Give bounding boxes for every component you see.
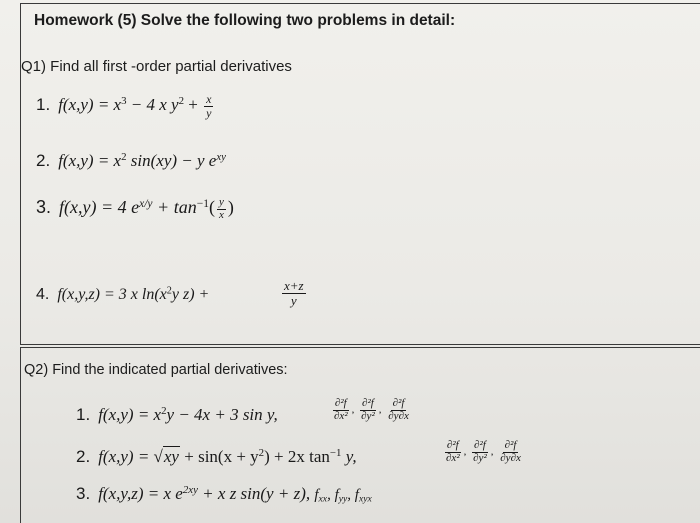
q1-label: Q1) Find all first -order partial derivatives [21, 58, 292, 75]
q1-item-1-number: 1. [36, 95, 51, 114]
q1-item-3-number: 3. [36, 197, 52, 218]
q2-item-2: 2. $f(x,y) = √xy + \sin(x + y^2) + 2x$ $\tan^{-1} y$, [76, 447, 357, 466]
second-derivative: $\frac{\text{∂²f}}{\text{∂y²}}$ [473, 439, 487, 464]
q2-item-1-number: 1. [76, 405, 91, 424]
q2-item-2-derivatives: $\frac{\text{∂²f}}{\text{∂x²}}$ , $\frac{\text{∂²f}}{\text{∂y²}}$ , $\frac{\text{∂²f}}{\partial y\partial x}$ [446, 439, 521, 464]
q2-item-1: 1. $f(x,y) = x^2y - 4x + 3$ sin y, [76, 405, 278, 424]
q1-item-3: 3. f(x,y) = 4 $e^{x/y} + \tan^{-1}$( $\frac{y}{x}$ ) [36, 196, 234, 221]
q1-item-4-fraction: $\frac{x+z}{y}$ [284, 278, 304, 308]
homework-title: Homework (5) Solve the following two problems in detail: [34, 12, 456, 29]
q1-item-2: 2. $f(x,y) = x^2$ sin(xy) − y $e^{xy}$ [36, 151, 227, 170]
q1-item-1: 1. $f(x,y) = x^3 - 4$ x $y^2$ + $\frac{x}{y}$ [36, 92, 212, 120]
q2-item-1-derivatives: $\frac{\text{∂²f}}{\text{∂x²}}$ , $\frac{\text{∂²f}}{\text{∂y²}}$ , $\frac{\text{∂²f}}{\partial y\partial x}$ [334, 397, 409, 422]
fraction: $\frac{y}{x}$ [218, 196, 224, 221]
q1-item-4: 4. f(x,y,z) = 3 x $\ln(x^2y$ z) + [36, 285, 210, 303]
q2-item-2-number: 2. [76, 447, 91, 466]
q2-item-3-number: 3. [76, 484, 91, 503]
q2-label: Q2) Find the indicated partial derivatives: [24, 362, 288, 378]
fraction: $\frac{x}{y}$ [206, 92, 212, 120]
partial-notation-list: $f_{xx}$, $f_{yy}$, $f_{xyx}$ [314, 487, 372, 505]
second-derivative: $\frac{\text{∂²f}}{\text{∂x²}}$ [446, 439, 460, 464]
q1-item-2-number: 2. [36, 151, 51, 170]
second-derivative: $\frac{\text{∂²f}}{\text{∂x²}}$ [334, 397, 348, 422]
q2-item-3: 3. f(x,y,z) = x $e^{2xy} + x$ z sin(y + z), $f_{xx}$, $f_{yy}$, $f_{xyx}$ [76, 484, 372, 505]
second-derivative: $\frac{\text{∂²f}}{\partial y\partial x}$ [388, 397, 409, 422]
second-derivative: $\frac{\text{∂²f}}{\partial y\partial x}$ [500, 439, 521, 464]
second-derivative: $\frac{\text{∂²f}}{\text{∂y²}}$ [361, 397, 375, 422]
q1-item-4-number: 4. [36, 286, 50, 303]
